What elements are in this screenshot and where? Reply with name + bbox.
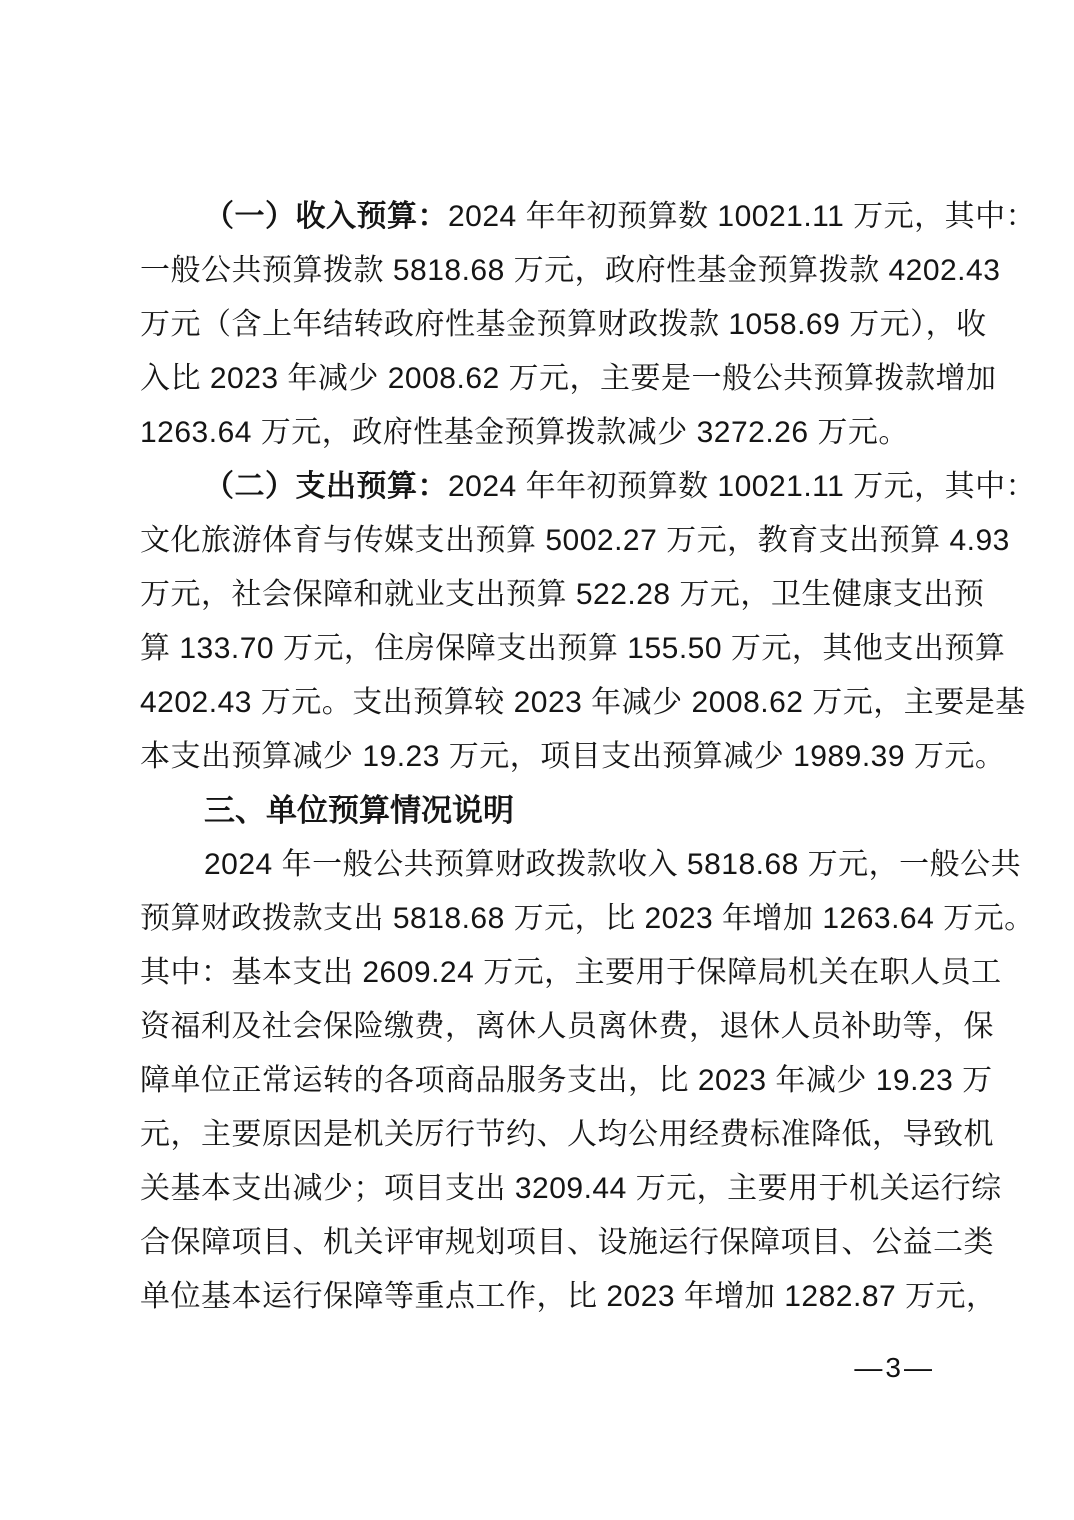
page-number: —3— [854,1352,935,1383]
para3-line-1: 2024 年一般公共预算财政拨款收入 5818.68 万元，一般公共 [204,848,1022,881]
text-line: 万元，社会保障和就业支出预算 522.28 万元，卫生健康支出预 [140,578,985,611]
document-body [140,190,1037,1324]
text-line: 4202.43 万元。支出预算较 2023 年减少 2008.62 万元，主要是基 [140,686,1026,719]
text-line: 入比 2023 年减少 2008.62 万元，主要是一般公共预算拨款增加 [140,362,997,395]
para1-line-1 [140,190,1037,244]
text-line: 关基本支出减少；项目支出 3209.44 万元，主要用于机关运行综 [140,1172,1002,1205]
para1-line-1-rest: 2024 年年初预算数 10021.11 万元，其中： [448,200,1037,233]
text-line: 障单位正常运转的各项商品服务支出，比 2023 年减少 19.23 万 [140,1064,993,1097]
text-line: 万元（含上年结转政府性基金预算财政拨款 1058.69 万元），收 [140,308,987,341]
text-line: 1263.64 万元，政府性基金预算拨款减少 3272.26 万元。 [140,416,909,449]
text-line: 合保障项目、机关评审规划项目、设施运行保障项目、公益二类 [140,1226,994,1259]
text-line: 算 133.70 万元，住房保障支出预算 155.50 万元，其他支出预算 [140,632,1006,665]
para2-bold-lead: （二）支出预算： [204,470,448,503]
text-line: 其中：基本支出 2609.24 万元，主要用于保障局机关在职人员工 [140,956,1002,989]
section-heading: 三、单位预算情况说明 [204,793,514,828]
text-line: 预算财政拨款支出 5818.68 万元，比 2023 年增加 1263.64 万元。 [140,902,1035,935]
para2-line-1 [140,460,1037,514]
text-line: 资福利及社会保险缴费，离休人员离休费，退休人员补助等，保 [140,1010,994,1043]
text-line: 元，主要原因是机关厉行节约、人均公用经费标准降低，导致机 [140,1118,994,1151]
para2-line-1-rest: 2024 年年初预算数 10021.11 万元，其中： [448,470,1037,503]
text-line: 本支出预算减少 19.23 万元，项目支出预算减少 1989.39 万元。 [140,740,1006,773]
para1-bold-lead: （一）收入预算： [204,200,448,233]
text-line: 单位基本运行保障等重点工作，比 2023 年增加 1282.87 万元， [140,1280,997,1313]
text-line: 文化旅游体育与传媒支出预算 5002.27 万元，教育支出预算 4.93 [140,524,1010,557]
text-line: 一般公共预算拨款 5818.68 万元，政府性基金预算拨款 4202.43 [140,254,1001,287]
